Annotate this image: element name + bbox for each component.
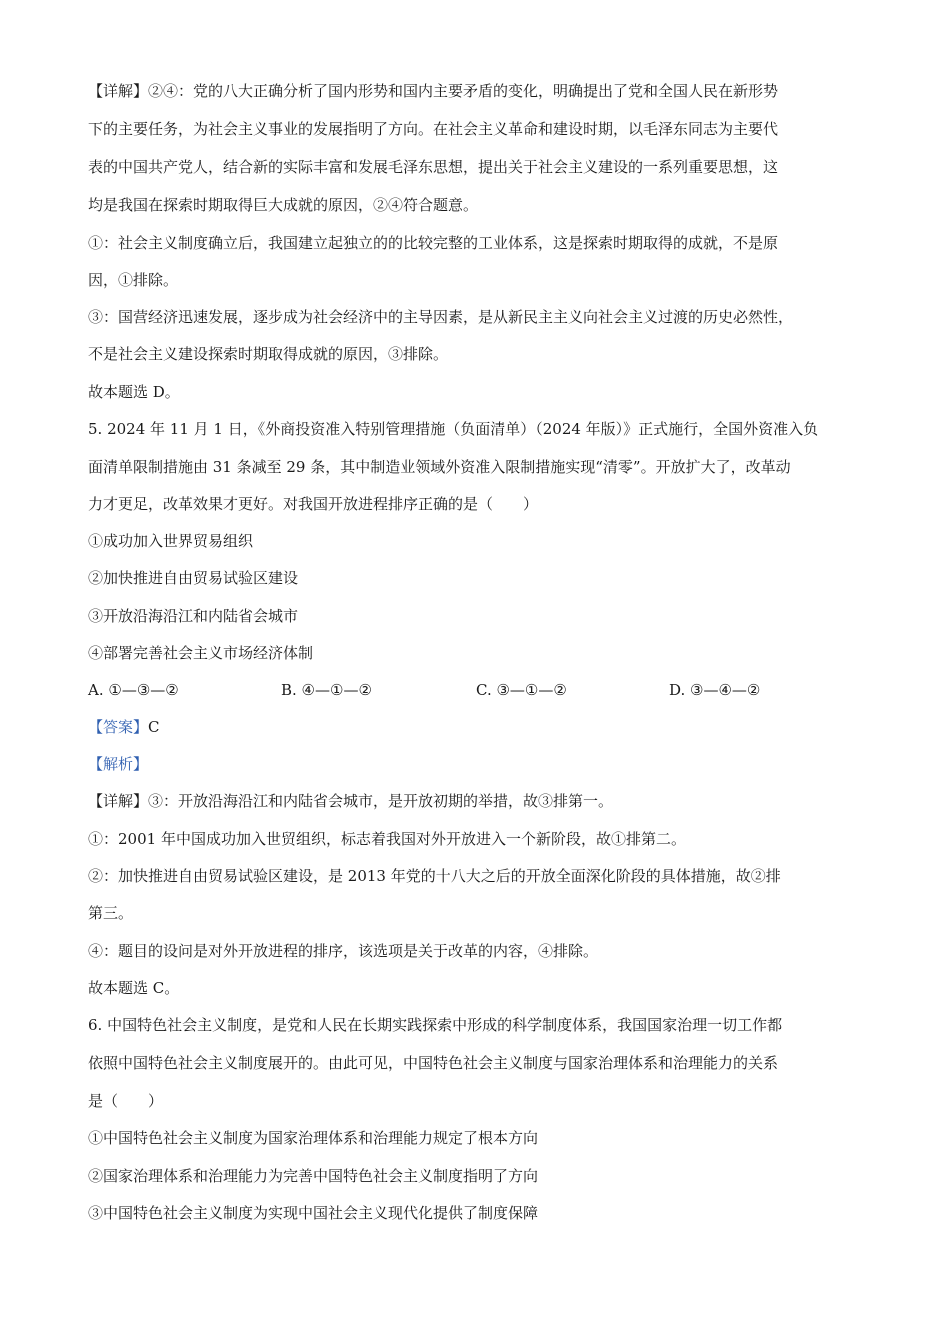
q6-stem-line-3: 是（ ）: [88, 1092, 164, 1110]
q4-conclusion: 故本题选 D。: [88, 383, 180, 401]
q4-detail-line-8: 不是社会主义建设探索时期取得成就的原因，③排除。: [88, 345, 449, 363]
q5-detail-line-4: 第三。: [88, 904, 134, 922]
q5-answer-line: [88, 716, 878, 738]
q4-detail-line-2: 下的主要任务，为社会主义事业的发展指明了方向。在社会主义革命和建设时期，以毛泽东同志为主要代: [88, 120, 779, 138]
q6-item-2: ②国家治理体系和治理能力为完善中国特色社会主义制度指明了方向: [88, 1167, 539, 1185]
q5-answer-tag: 【答案】: [88, 718, 149, 736]
q5-option-b: B. ④—①—②: [281, 681, 372, 699]
q6-stem-line-2: 依照中国特色社会主义制度展开的。由此可见，中国特色社会主义制度与国家治理体系和治理能力的关系: [88, 1054, 779, 1072]
q4-detail-line-6: 因，①排除。: [88, 271, 179, 289]
q6-stem-line-1: 6. 中国特色社会主义制度，是党和人民在长期实践探索中形成的科学制度体系，我国国家治理一切工作都: [88, 1016, 783, 1034]
q5-detail-tag: 【详解】: [88, 792, 149, 810]
q4-detail-line-4: 均是我国在探索时期取得巨大成就的原因，②④符合题意。: [88, 196, 479, 214]
q5-conclusion: 故本题选 C。: [88, 979, 180, 997]
q4-detail-line-5: ①：社会主义制度确立后，我国建立起独立的的比较完整的工业体系，这是探索时期取得的成就，不是原: [88, 234, 779, 252]
q5-stem-line-2: 面清单限制措施由 31 条减至 29 条，其中制造业领域外资准入限制措施实现“清零”。开放扩大了，改革动: [88, 458, 791, 476]
q5-option-a: A. ①—③—②: [88, 681, 179, 699]
q5-item-3: ③开放沿海沿江和内陆省会城市: [88, 607, 299, 625]
q5-stem-line-1: 5. 2024 年 11 月 1 日，《外商投资准入特别管理措施（负面清单）（2024 年版）》正式施行，全国外资准入负: [88, 420, 819, 438]
q4-detail-line-7: ③：国营经济迅速发展，逐步成为社会经济中的主导因素，是从新民主主义向社会主义过渡的历史必然性，: [88, 308, 794, 326]
q5-answer: C: [148, 718, 160, 736]
q6-item-1: ①中国特色社会主义制度为国家治理体系和治理能力规定了根本方向: [88, 1129, 539, 1147]
q5-item-2: ②加快推进自由贸易试验区建设: [88, 569, 299, 587]
q5-detail-line-2: ①：2001 年中国成功加入世贸组织，标志着我国对外开放进入一个新阶段，故①排第二。: [88, 830, 686, 848]
q5-option-d: D. ③—④—②: [669, 681, 761, 699]
q5-item-1: ①成功加入世界贸易组织: [88, 532, 254, 550]
q5-item-4: ④部署完善社会主义市场经济体制: [88, 644, 314, 662]
q5-detail-line-5: ④：题目的设问是对外开放进程的排序，该选项是关于改革的内容，④排除。: [88, 942, 599, 960]
q5-analysis-tag: 【解析】: [88, 755, 149, 773]
q5-stem-line-3: 力才更足，改革效果才更好。对我国开放进程排序正确的是（ ）: [88, 495, 539, 513]
q4-detail-line-3: 表的中国共产党人，结合新的实际丰富和发展毛泽东思想，提出关于社会主义建设的一系列重要思想，这: [88, 158, 779, 176]
q5-option-c: C. ③—①—②: [476, 681, 567, 699]
q4-detail-line-1: 【详解】②④：党的八大正确分析了国内形势和国内主要矛盾的变化，明确提出了党和全国人民在新形势: [88, 82, 779, 100]
q5-detail-line-3: ②：加快推进自由贸易试验区建设，是 2013 年党的十八大之后的开放全面深化阶段的具体措施，故②排: [88, 867, 781, 885]
q6-item-3: ③中国特色社会主义制度为实现中国社会主义现代化提供了制度保障: [88, 1204, 539, 1222]
q4-detail-tag: 【详解】: [88, 82, 149, 100]
q5-detail-line-1: 【详解】③：开放沿海沿江和内陆省会城市，是开放初期的举措，故③排第一。: [88, 792, 614, 810]
